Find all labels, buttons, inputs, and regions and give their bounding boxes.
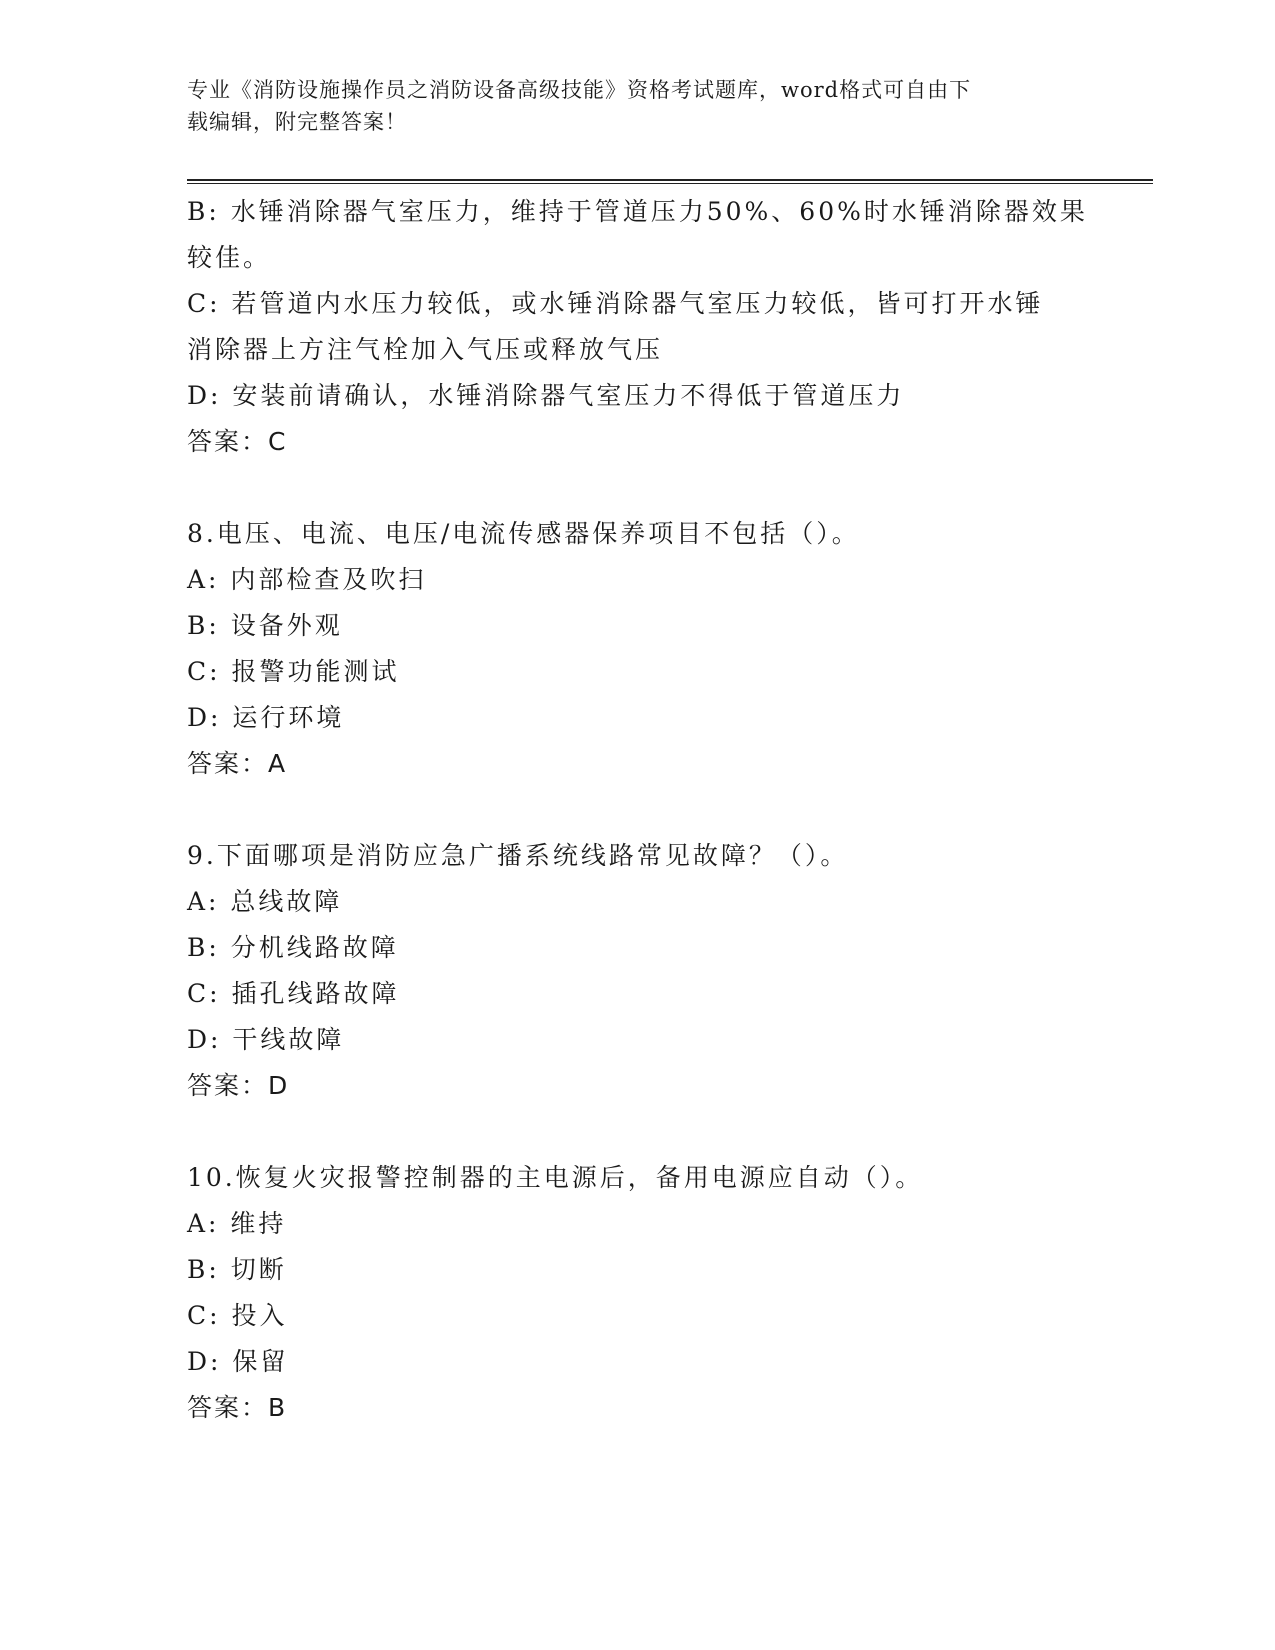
- header-line-2: 载编辑，附完整答案！: [187, 110, 407, 134]
- header-divider-thin: [187, 183, 1153, 184]
- option-b: B: 分机线路故障: [187, 933, 399, 962]
- header-divider-thick: [187, 179, 1153, 181]
- question-10: [187, 1155, 1087, 1431]
- option-a: A: 维持: [187, 1209, 287, 1238]
- option-d: D: 运行环境: [187, 703, 345, 732]
- question-stem: 9.下面哪项是消防应急广播系统线路常见故障？（）。: [187, 841, 849, 870]
- question-stem: 8.电压、电流、电压/电流传感器保养项目不包括（）。: [187, 519, 860, 548]
- option-d: D: 干线故障: [187, 1025, 345, 1054]
- spacer: [187, 787, 1087, 833]
- option-a: A: 总线故障: [187, 887, 343, 916]
- option-c: C: 插孔线路故障: [187, 979, 400, 1008]
- answer: 答案：C: [187, 427, 288, 456]
- option-c-line-1: C: 若管道内水压力较低，或水锤消除器气室压力较低，皆可打开水锤: [187, 289, 1044, 318]
- question-8: [187, 511, 1087, 787]
- document-header: [187, 74, 1087, 138]
- option-c-line-2: 消除器上方注气栓加入气压或释放气压: [187, 335, 664, 364]
- option-b-line-2: 较佳。: [187, 243, 272, 272]
- option-c: C: 投入: [187, 1301, 288, 1330]
- option-c: C: 报警功能测试: [187, 657, 400, 686]
- option-b: B: 切断: [187, 1255, 287, 1284]
- answer: 答案：D: [187, 1071, 290, 1100]
- spacer: [187, 1109, 1087, 1155]
- answer: 答案：B: [187, 1393, 288, 1422]
- option-d: D: 安装前请确认，水锤消除器气室压力不得低于管道压力: [187, 381, 905, 410]
- prev-question: [187, 189, 1087, 465]
- option-b-line-1: B: 水锤消除器气室压力，维持于管道压力50%、60%时水锤消除器效果: [187, 197, 1088, 226]
- question-list: [187, 189, 1087, 1431]
- header-line-1: 专业《消防设施操作员之消防设备高级技能》资格考试题库，word格式可自由下: [187, 78, 972, 102]
- option-b: B: 设备外观: [187, 611, 343, 640]
- spacer: [187, 465, 1087, 511]
- question-9: [187, 833, 1087, 1109]
- question-stem: 10.恢复火灾报警控制器的主电源后，备用电源应自动（）。: [187, 1163, 924, 1192]
- option-a: A: 内部检查及吹扫: [187, 565, 427, 594]
- option-d: D: 保留: [187, 1347, 289, 1376]
- answer: 答案：A: [187, 749, 288, 778]
